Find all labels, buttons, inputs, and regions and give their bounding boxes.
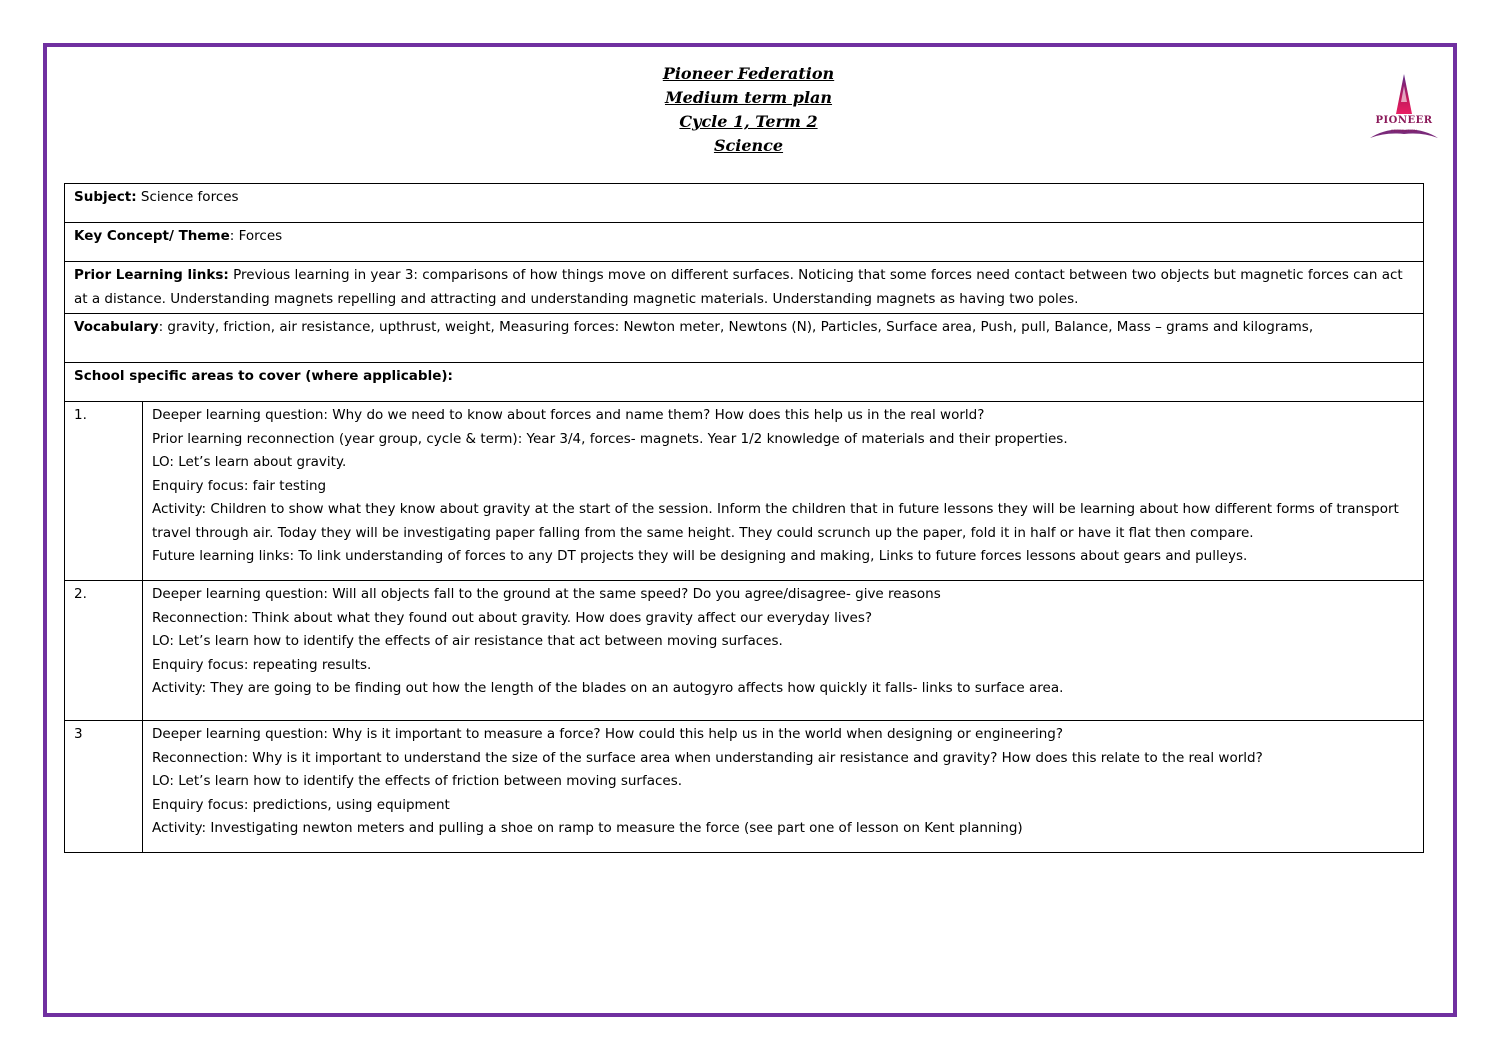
lesson-row (65, 581, 1424, 721)
lesson-content (143, 402, 1424, 581)
header-cycle-term: Cycle 1, Term 2 (679, 112, 818, 131)
school-specific-label: School specific areas to cover (where applicable): (74, 368, 453, 384)
lesson-line: Enquiry focus: predictions, using equipment (152, 796, 450, 813)
lesson-row (65, 402, 1424, 581)
vocabulary-row (65, 314, 1424, 363)
header-subject: Science (713, 136, 784, 155)
lesson-line: Deeper learning question: Why do we need to know about forces and name them? How does this help us in the real world? (152, 407, 985, 423)
lesson-number: 3 (65, 721, 143, 853)
lesson-line: Reconnection: Why is it important to understand the size of the surface area when understanding air resistance and gravity? How does this relate to the real world? (152, 749, 1263, 766)
lesson-content (143, 581, 1424, 721)
prior-learning-row (65, 262, 1424, 314)
lesson-content (143, 721, 1424, 853)
lesson-line: LO: Let’s learn about gravity. (152, 454, 347, 470)
key-concept-label: Key Concept/ Theme (74, 228, 230, 244)
logo-text: PIONEER (1375, 115, 1433, 126)
lesson-line: Reconnection: Think about what they found out about gravity. How does gravity affect our everyday lives? (152, 609, 873, 626)
school-specific-row (65, 363, 1424, 402)
subject-label: Subject: (74, 189, 137, 205)
lesson-line: Activity: Children to show what they know about gravity at the start of the session. Inform the children that in future lessons they will be learning about how different forms of transport travel through air. Today they will be investigating paper falling from the same height. They could scrunch up the paper, fold it in half or have it flat then compare. (152, 501, 1399, 541)
lesson-line: Deeper learning question: Why is it important to measure a force? How could this help us in the world when designing or engineering? (152, 726, 1063, 742)
lesson-row (65, 721, 1424, 853)
header-federation: Pioneer Federation (662, 64, 835, 83)
prior-learning-value: Previous learning in year 3: comparisons of how things move on different surfaces. Noticing that some forces need contact between two objects but magnetic forces can act at a distance. Understanding magnets repelling and attracting and understanding magnetic materials. Understanding magnets as having two poles. (74, 267, 1403, 307)
prior-learning-cell (65, 262, 1424, 314)
pioneer-logo (1366, 72, 1442, 142)
lesson-line: Activity: They are going to be finding out how the length of the blades on an autogyro affects how quickly it falls- links to surface area. (152, 680, 1064, 696)
vocabulary-label: Vocabulary (74, 319, 159, 335)
lesson-line: LO: Let’s learn how to identify the effects of friction between moving surfaces. (152, 773, 683, 789)
medium-term-plan-table (64, 183, 1424, 853)
lesson-line: Prior learning reconnection (year group, cycle & term): Year 3/4, forces- magnets. Year 1/2 knowledge of materials and their properties. (152, 430, 1068, 447)
prior-learning-label: Prior Learning links: (74, 267, 229, 283)
school-specific-cell (65, 363, 1424, 402)
lesson-line: Future learning links: To link understanding of forces to any DT projects they will be designing and making, Links to future forces lessons about gears and pulleys. (152, 548, 1248, 564)
lesson-line: LO: Let’s learn how to identify the effects of air resistance that act between moving surfaces. (152, 633, 783, 649)
lesson-line: Activity: Investigating newton meters and pulling a shoe on ramp to measure the force (see part one of lesson on Kent planning) (152, 820, 1023, 836)
vocabulary-value: : gravity, friction, air resistance, upthrust, weight, Measuring forces: Newton meter, Newtons (N), Particles, Surface area, Push, pull, Balance, Mass – grams and kilograms, (158, 319, 1314, 335)
lesson-line: Enquiry focus: repeating results. (152, 656, 372, 673)
subject-value: Science forces (136, 189, 239, 205)
vocabulary-cell (65, 314, 1424, 363)
lesson-number: 2. (65, 581, 143, 721)
key-concept-cell (65, 223, 1424, 262)
subject-cell (65, 184, 1424, 223)
subject-row (65, 184, 1424, 223)
header-plan-type: Medium term plan (664, 88, 833, 107)
logo-subtext: FEDERATION (1391, 128, 1417, 133)
document-header (0, 62, 1497, 158)
key-concept-row (65, 223, 1424, 262)
lesson-line: Enquiry focus: fair testing (152, 477, 327, 494)
lesson-line: Deeper learning question: Will all objects fall to the ground at the same speed? Do you agree/disagree- give reasons (152, 586, 941, 602)
key-concept-value: : Forces (229, 228, 283, 244)
lesson-number: 1. (65, 402, 143, 581)
